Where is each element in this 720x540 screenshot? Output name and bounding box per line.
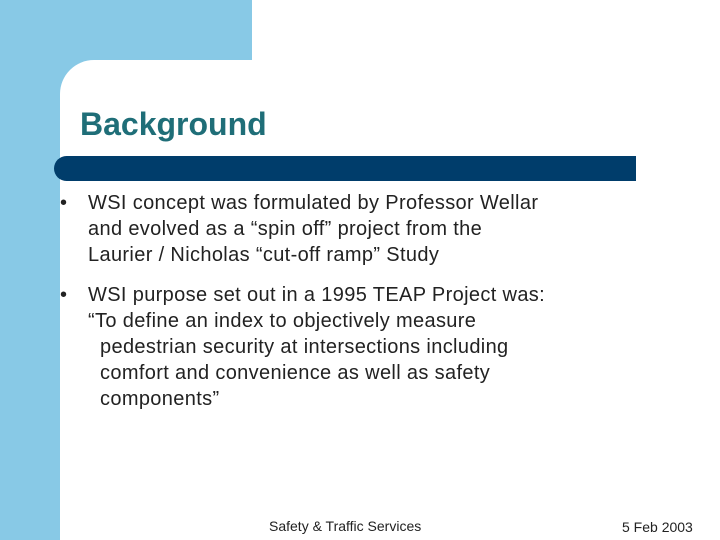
bullet-2-line-1: WSI purpose set out in a 1995 TEAP Project was: — [88, 284, 546, 306]
bullet-marker-1: • — [60, 192, 68, 214]
slide-title: Background — [80, 106, 267, 142]
bullet-2-line-3: pedestrian security at intersections including — [100, 336, 509, 358]
bullet-2-line-5: components” — [100, 388, 220, 410]
footer-date: 5 Feb 2003 — [622, 519, 693, 535]
footer-organization: Safety & Traffic Services — [269, 518, 422, 534]
bullet-1-line-1: WSI concept was formulated by Professor Wellar — [88, 192, 539, 214]
bullet-2-line-2: “To define an index to objectively measure — [88, 310, 477, 332]
bullet-2-line-4: comfort and convenience as well as safety — [100, 362, 491, 384]
bullet-1-line-3: Laurier / Nicholas “cut-off ramp” Study — [88, 244, 440, 266]
bullet-marker-2: • — [60, 284, 68, 306]
bullet-1-line-2: and evolved as a “spin off” project from the — [88, 218, 483, 240]
